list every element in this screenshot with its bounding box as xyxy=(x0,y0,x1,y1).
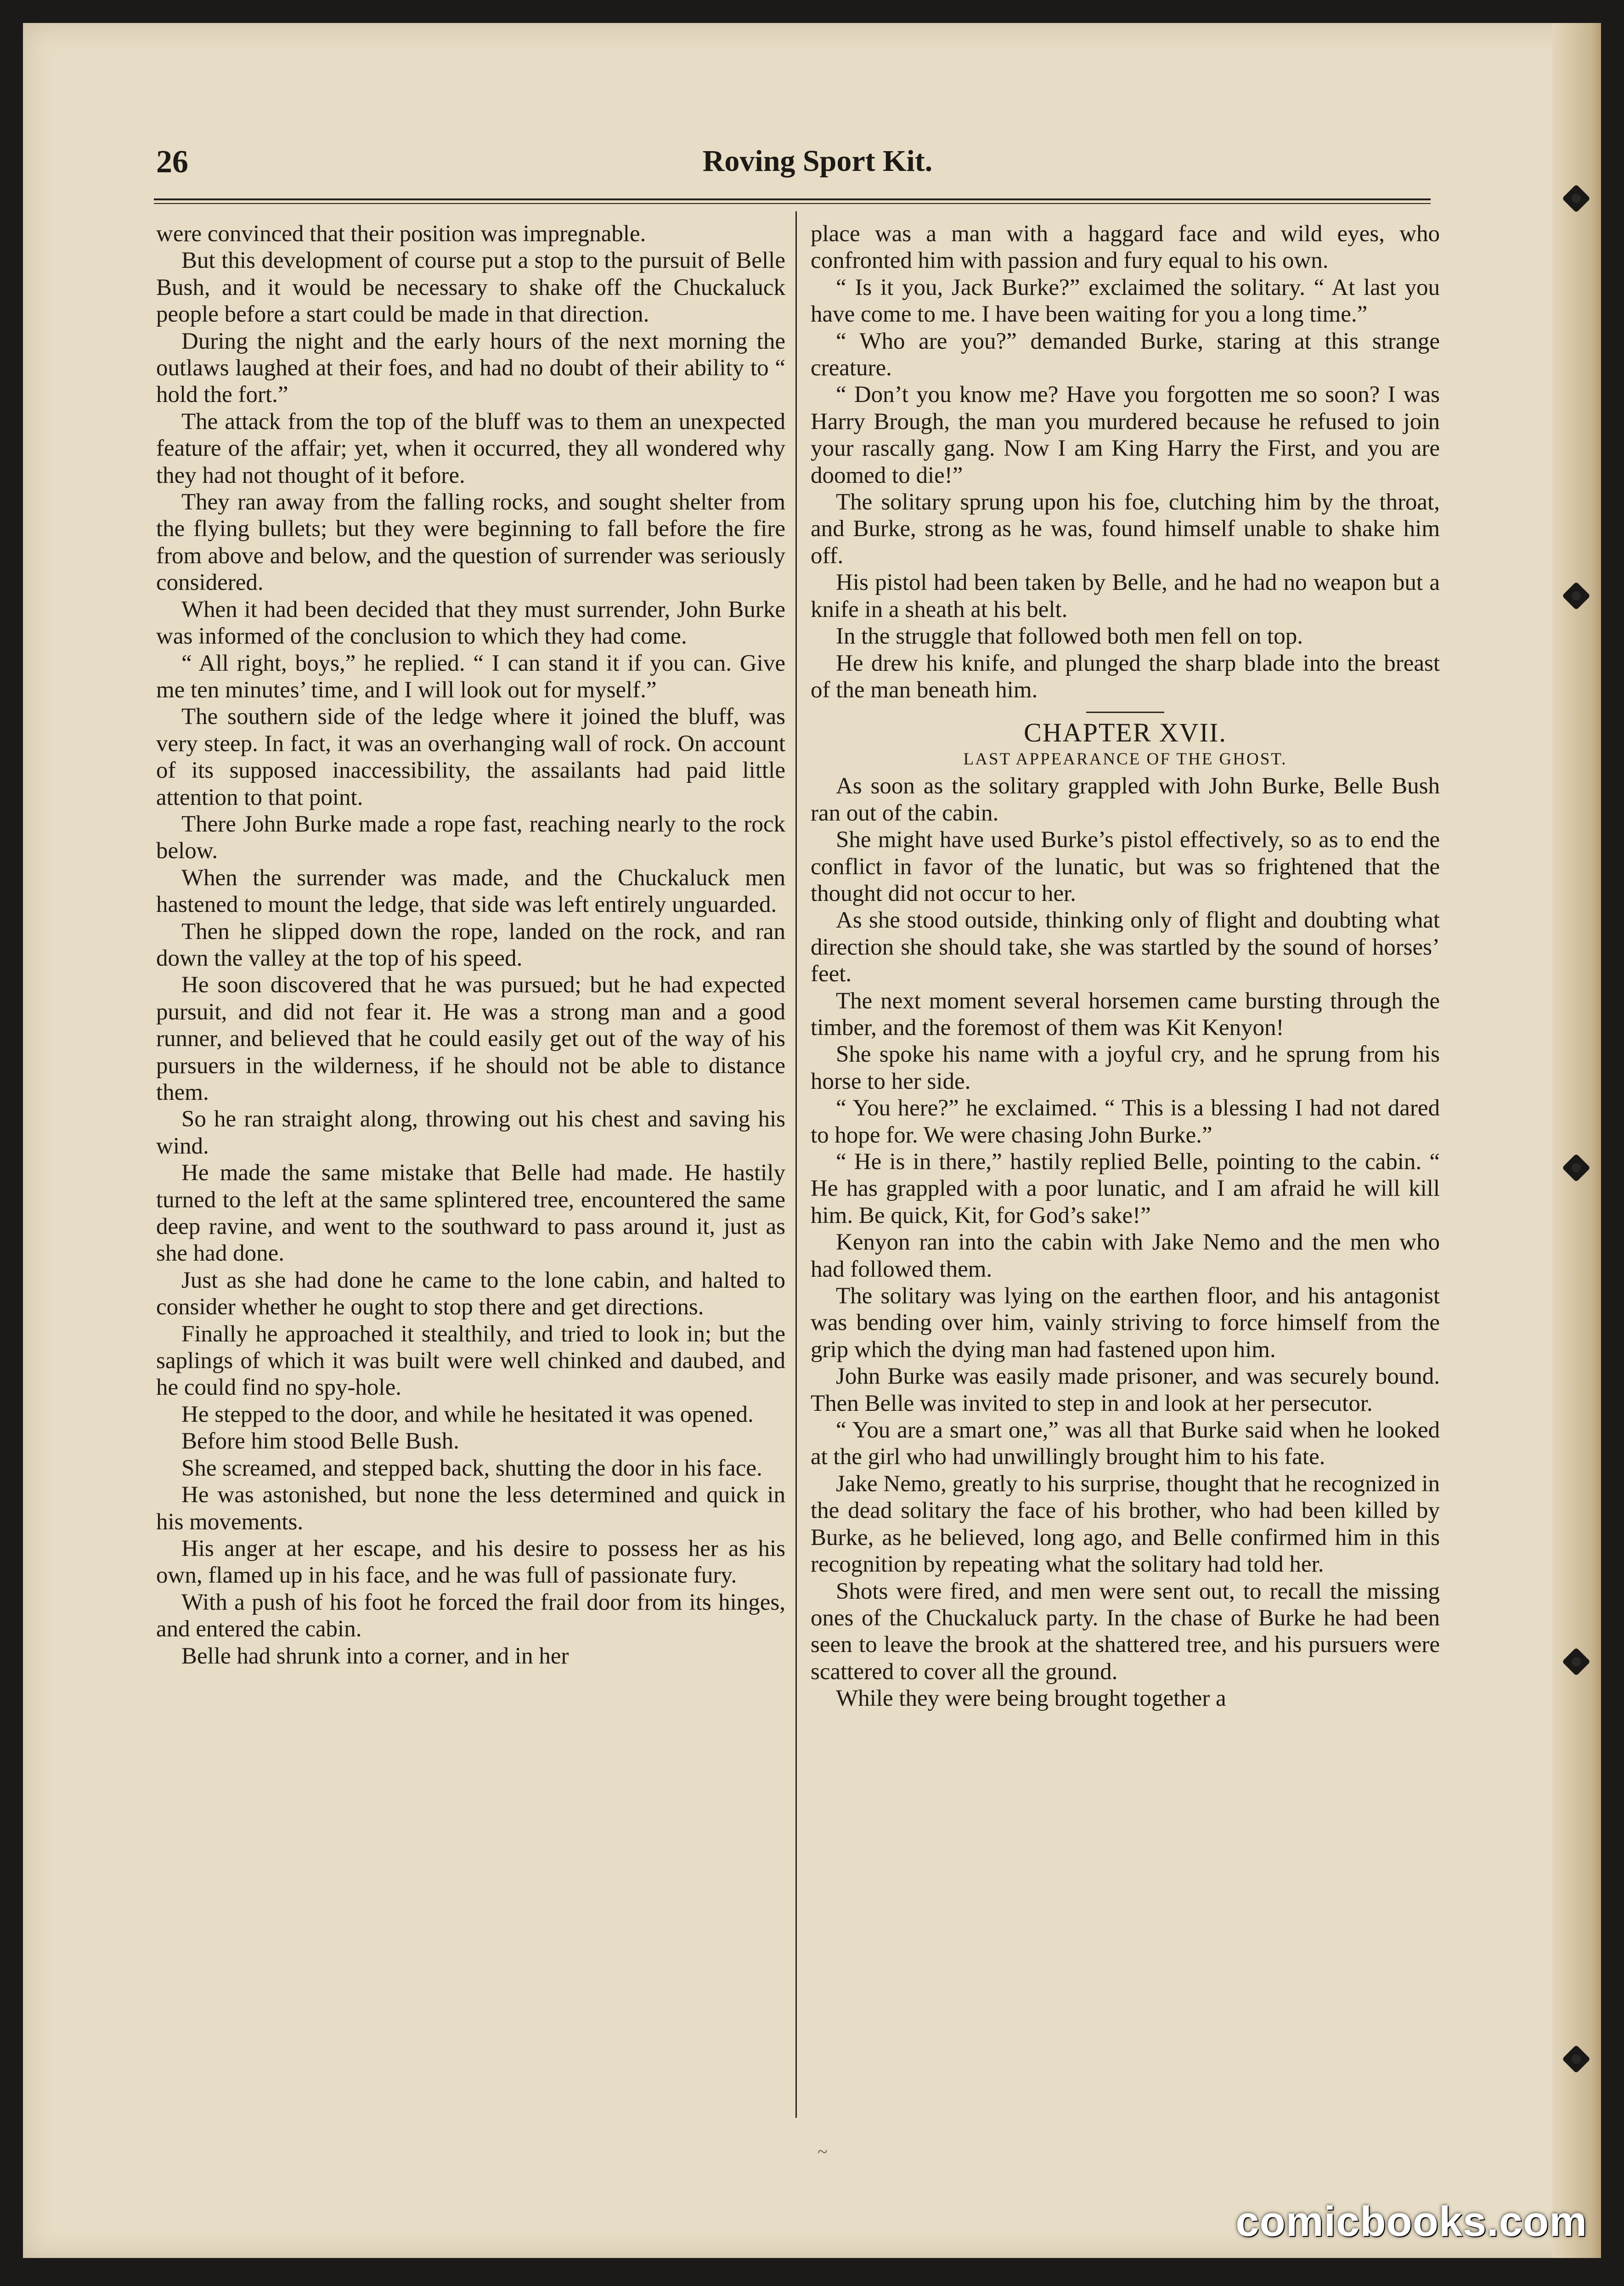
paragraph: He was astonished, but none the less determined and quick in his movements. xyxy=(156,1482,785,1535)
paragraph: Jake Nemo, greatly to his surprise, thought that he recognized in the dead solitary the face of his brother, who had been killed by Burke, as he believed, long ago, and Belle confirmed him in this recognition by repeating what the solitary had told her. xyxy=(811,1471,1440,1578)
paragraph: He stepped to the door, and while he hesitated it was opened. xyxy=(181,1401,754,1427)
paragraph: But this development of course put a stop to the pursuit of Belle Bush, and it would be necessary to shake off the Chuckaluck people before a start could be made in that direction. xyxy=(156,248,785,328)
paragraph: John Burke was easily made prisoner, and was securely bound. Then Belle was invited to step in and look at her persecutor. xyxy=(811,1364,1440,1416)
paragraph: “ Who are you?” demanded Burke, staring at this strange creature. xyxy=(811,328,1440,381)
left-text-column xyxy=(156,221,785,1669)
paragraph: So he ran straight along, throwing out his chest and saving his wind. xyxy=(156,1106,785,1159)
paragraph: She screamed, and stepped back, shutting the door in his face. xyxy=(181,1455,762,1481)
paragraph: The solitary sprung upon his foe, clutching him by the throat, and Burke, strong as he was, found himself unable to shake him off. xyxy=(811,489,1440,569)
section-break-rule xyxy=(1086,712,1164,713)
paragraph: place was a man with a haggard face and wild eyes, who confronted him with passion and fury equal to his own. xyxy=(811,221,1440,274)
paragraph: “ You here?” he exclaimed. “ This is a blessing I had not dared to hope for. We were chasing John Burke.” xyxy=(811,1095,1440,1148)
paragraph: During the night and the early hours of the next morning the outlaws laughed at their foes, and had no doubt of their ability to “ hold the fort.” xyxy=(156,328,785,408)
paragraph: When it had been decided that they must surrender, John Burke was informed of the conclusion to which they had come. xyxy=(156,596,785,650)
paragraph: Finally he approached it stealthily, and tried to look in; but the saplings of which it was built were well chinked and daubed, and he could find no spy-hole. xyxy=(156,1321,785,1401)
paragraph: The attack from the top of the bluff was to them an unexpected feature of the affair; yet, when it occurred, they all wondered why they had not thought of it before. xyxy=(156,408,785,488)
right-text-column xyxy=(811,221,1440,1712)
paragraph: The solitary was lying on the earthen floor, and his antagonist was bending over him, vainly striving to force himself from the grip which the dying man had fastened upon him. xyxy=(811,1283,1440,1363)
paragraph: Shots were fired, and men were sent out, to recall the missing ones of the Chuckaluck party. In the chase of Burke he had been seen to leave the brook at the shattered tree, and his pursuers were scattered to cover all the ground. xyxy=(811,1578,1440,1685)
paragraph: She spoke his name with a joyful cry, and he sprung from his horse to her side. xyxy=(811,1041,1440,1094)
paragraph: “ He is in there,” hastily replied Belle, pointing to the cabin. “ He has grappled with a poor lunatic, and I am afraid he will kill him. Be quick, Kit, for God’s sake!” xyxy=(811,1149,1440,1228)
paragraph: There John Burke made a rope fast, reaching nearly to the rock below. xyxy=(156,811,785,864)
chapter-heading: CHAPTER XVII. xyxy=(1024,718,1227,748)
paragraph: “ Is it you, Jack Burke?” exclaimed the solitary. “ At last you have come to me. I have been waiting for you a long time.” xyxy=(811,274,1440,328)
running-head-title: Roving Sport Kit. xyxy=(702,144,933,178)
page-spine-edge xyxy=(1552,23,1601,2258)
column-divider xyxy=(795,211,797,2118)
paragraph: Kenyon ran into the cabin with Jake Nemo and the men who had followed them. xyxy=(811,1229,1440,1282)
paragraph: In the struggle that followed both men fell on top. xyxy=(836,623,1303,650)
paragraph: His pistol had been taken by Belle, and he had no weapon but a knife in a sheath at his belt. xyxy=(811,570,1440,622)
paragraph: “ All right, boys,” he replied. “ I can stand it if you can. Give me ten minutes’ time, and I will look out for myself.” xyxy=(156,650,785,703)
paragraph: were convinced that their position was impregnable. xyxy=(156,221,646,247)
paragraph: “ You are a smart one,” was all that Burke said when he looked at the girl who had unwillingly brought him to his fate. xyxy=(811,1417,1440,1470)
paragraph: Belle had shrunk into a corner, and in her xyxy=(181,1643,569,1669)
page-ornament: ~ xyxy=(818,2141,828,2162)
paragraph: When the surrender was made, and the Chuckaluck men hastened to mount the ledge, that side was left entirely unguarded. xyxy=(156,865,785,918)
paragraph: He soon discovered that he was pursued; but he had expected pursuit, and did not fear it. He was a strong man and a good runner, and believed that he could easily get out of the way of his pursuers in the wilderness, if he should not be able to distance them. xyxy=(156,972,785,1105)
paragraph: “ Don’t you know me? Have you forgotten me so soon? I was Harry Brough, the man you murdered because he refused to join your rascally gang. Now I am King Harry the First, and you are doomed to die!” xyxy=(811,382,1440,488)
paragraph: The southern side of the ledge where it joined the bluff, was very steep. In fact, it was an overhanging wall of rock. On account of its supposed inaccessibility, the assailants had paid little attention to that point. xyxy=(156,704,785,810)
paragraph: His anger at her escape, and his desire to possess her as his own, flamed up in his face, and he was full of passionate fury. xyxy=(156,1535,785,1589)
paragraph: They ran away from the falling rocks, and sought shelter from the flying bullets; but they were beginning to fall before the fire from above and below, and the question of surrender was seriously considered. xyxy=(156,489,785,596)
paragraph: The next moment several horsemen came bursting through the timber, and the foremost of them was Kit Kenyon! xyxy=(811,988,1440,1041)
paragraph: She might have used Burke’s pistol effectively, so as to end the conflict in favor of the lunatic, but was so frightened that the thought did not occur to her. xyxy=(811,827,1440,906)
paragraph: Just as she had done he came to the lone cabin, and halted to consider whether he ought to stop there and get directions. xyxy=(156,1267,785,1320)
paragraph: While they were being brought together a xyxy=(836,1686,1226,1712)
paragraph: As she stood outside, thinking only of flight and doubting what direction she should take, she was startled by the sound of horses’ feet. xyxy=(811,907,1440,987)
watermark-text: comicbooks.com xyxy=(1235,2198,1587,2245)
header-rule xyxy=(154,198,1431,204)
paragraph: With a push of his foot he forced the frail door from its hinges, and entered the cabin. xyxy=(156,1589,785,1642)
paragraph: Then he slipped down the rope, landed on the rock, and ran down the valley at the top of his speed. xyxy=(156,918,785,971)
paragraph: As soon as the solitary grappled with John Burke, Belle Bush ran out of the cabin. xyxy=(811,773,1440,826)
chapter-title: LAST APPEARANCE OF THE GHOST. xyxy=(963,750,1287,769)
paragraph: Before him stood Belle Bush. xyxy=(181,1428,459,1454)
paragraph: He made the same mistake that Belle had made. He hastily turned to the left at the same splintered tree, encountered the same deep ravine, and went to the southward to pass around it, just as she had done. xyxy=(156,1160,785,1267)
page-number: 26 xyxy=(156,144,188,180)
paragraph: He drew his knife, and plunged the sharp blade into the breast of the man beneath him. xyxy=(811,650,1440,703)
